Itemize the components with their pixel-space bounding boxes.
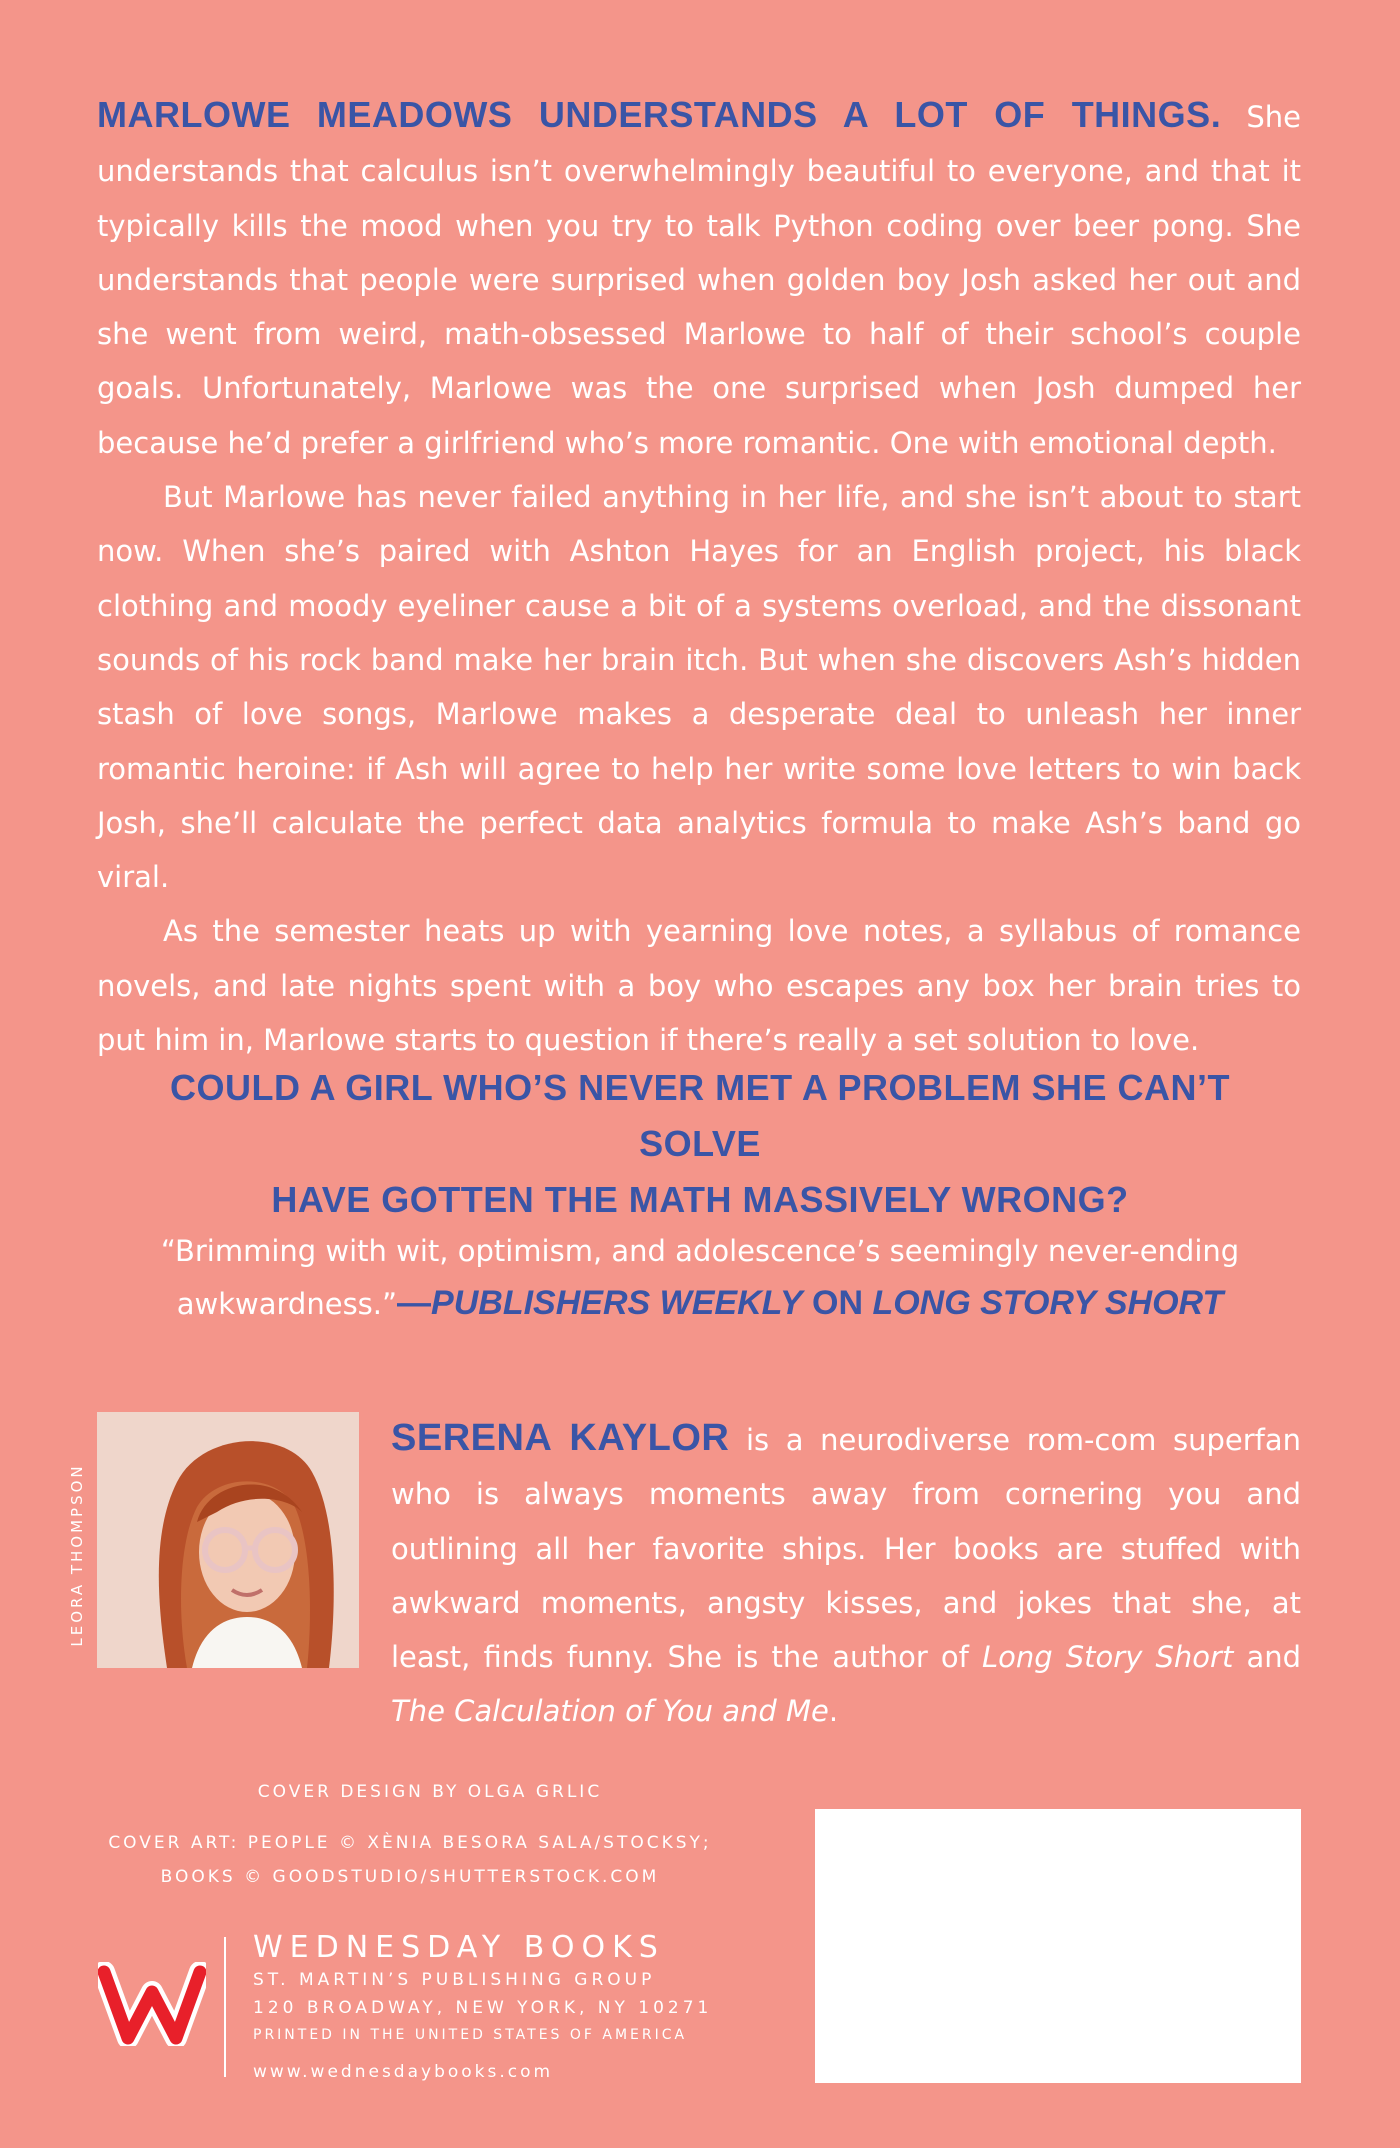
tagline-line-2: HAVE GOTTEN THE MATH MASSIVELY WRONG? xyxy=(271,1179,1129,1220)
blurb-paragraph-2: But Marlowe has never failed anything in her life, and she isn’t about to start now. When she’s paired with Ashton Hayes for an English project, his black clothing and moody eyeliner cause a bit of a systems overload, and the dissonant sounds of his rock band make her brain itch. But when she discovers Ash’s hidden stash of love songs, Marlowe makes a desperate deal to unleash her inner romantic heroine: if Ash will agree to help her write some love letters to win back Josh, she’ll calculate the perfect data analytics formula to make Ash’s band go viral. xyxy=(97,480,1301,895)
blurb-lead-heading: MARLOWE MEADOWS UNDERSTANDS A LOT OF THINGS. xyxy=(97,94,1222,135)
photo-credit-text: LEORA THOMPSON xyxy=(68,1463,86,1647)
quote-source: PUBLISHERS WEEKLY xyxy=(431,1284,803,1322)
publisher-name: WEDNESDAY BOOKS xyxy=(253,1930,665,1965)
author-book-2: The Calculation of You and Me xyxy=(391,1694,829,1729)
book-blurb xyxy=(97,88,1301,1067)
quote-book: LONG STORY SHORT xyxy=(872,1284,1224,1322)
publisher-address: 120 BROADWAY, NEW YORK, NY 10271 xyxy=(253,1998,713,2018)
cover-art-credit xyxy=(80,1826,740,1894)
logo-letter: W xyxy=(98,1962,99,1963)
quote-text: “Brimming with wit, optimism, and adolescence’s seemingly never-ending awkwardness.” xyxy=(160,1234,1240,1321)
tagline xyxy=(150,1060,1250,1228)
wednesday-books-logo-icon xyxy=(98,1962,206,2046)
blurb-paragraph-3: As the semester heats up with yearning love notes, a syllabus of romance novels, and late nights spent with a boy who escapes any box her brain tries to put him in, Marlowe starts to question if there’s really a set solution to love. xyxy=(97,914,1301,1058)
barcode-area xyxy=(815,1809,1301,2083)
cover-art-line-2: BOOKS © GOODSTUDIO/SHUTTERSTOCK.COM xyxy=(160,1867,660,1887)
blurb-paragraph-1 xyxy=(97,88,1301,470)
blurb-paragraph-1-text: She understands that calculus isn’t overwhelmingly beautiful to everyone, and that it typically kills the mood when you try to talk Python coding over beer pong. She understands that people were surprised when golden boy Josh asked her out and she went from weird, math-obsessed Marlowe to half of their school’s couple goals. Unfortunately, Marlowe was the one surprised when Josh dumped her because he’d prefer a girlfriend who’s more romantic. One with emotional depth. xyxy=(97,100,1301,460)
review-quote xyxy=(120,1225,1280,1330)
publisher-printed: PRINTED IN THE UNITED STATES OF AMERICA xyxy=(253,2027,688,2043)
publisher-divider xyxy=(224,1937,226,2077)
quote-dash: — xyxy=(397,1284,432,1322)
author-bio-text: is a neurodiverse rom-com superfan who is always moments away from cornering you and outlining all her favorite ships. Her books are stuffed with awkward moments, angsty kisses, and jokes that she, at least, finds funny. She is the author of xyxy=(391,1423,1302,1675)
quote-on: ON xyxy=(802,1284,873,1322)
author-photo xyxy=(97,1412,359,1668)
tagline-line-1: COULD A GIRL WHO’S NEVER MET A PROBLEM SHE CAN’T SOLVE xyxy=(169,1067,1231,1164)
cover-art-line-1: COVER ART: PEOPLE © XÈNIA BESORA SALA/STOCKSY; xyxy=(108,1833,712,1853)
publisher-info xyxy=(253,1930,773,2082)
author-portrait-illustration xyxy=(97,1412,359,1668)
cover-design-credit: COVER DESIGN BY OLGA GRLIC xyxy=(257,1782,603,1802)
author-bio-and: and xyxy=(1233,1640,1302,1675)
author-bio xyxy=(391,1411,1301,1739)
quote-attribution xyxy=(397,1284,1223,1322)
author-name: SERENA KAYLOR xyxy=(391,1417,730,1459)
publisher-url[interactable]: www.wednesdaybooks.com xyxy=(253,2062,554,2082)
publisher-group: ST. MARTIN’S PUBLISHING GROUP xyxy=(253,1970,656,1990)
author-book-1: Long Story Short xyxy=(981,1640,1234,1675)
photo-credit xyxy=(62,1440,92,1670)
author-bio-end: . xyxy=(828,1694,839,1729)
